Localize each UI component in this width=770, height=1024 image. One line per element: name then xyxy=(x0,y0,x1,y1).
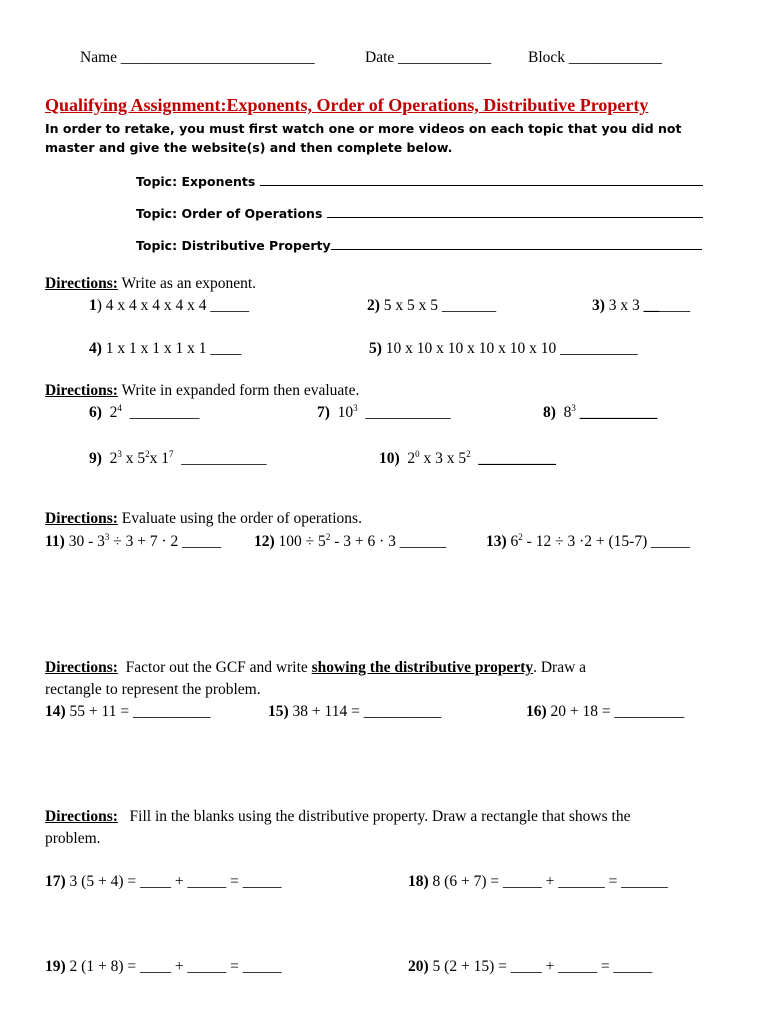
term: ÷ 3 + 7 · 2 _____ xyxy=(109,533,221,550)
title-prefix: Qualifying Assignment: xyxy=(45,95,227,115)
problem-text: 3 x 3 xyxy=(604,297,644,314)
problem-5[interactable] xyxy=(369,340,638,358)
problem-blank: __________ xyxy=(478,450,556,467)
exponent: 4 xyxy=(117,403,122,413)
problem-number: 10) xyxy=(379,450,400,467)
exponent: 0 xyxy=(415,449,420,459)
problem-text: 1 x 1 x 1 x 1 x 1 ____ xyxy=(101,340,242,357)
problem-number: 11) xyxy=(45,533,65,550)
term: x 1 xyxy=(149,450,170,467)
directions-text: Evaluate using the order of operations. xyxy=(121,510,362,527)
term: - 12 ÷ 3 ·2 + (15-7) _____ xyxy=(522,533,690,550)
problem-19[interactable] xyxy=(45,958,281,976)
topic-exponents xyxy=(136,171,703,189)
base: 10 xyxy=(337,404,354,421)
problem-text: 5 (2 + 15) = ____ + _____ = _____ xyxy=(428,958,653,975)
problem-11[interactable] xyxy=(45,533,221,551)
problem-7[interactable] xyxy=(317,404,451,422)
page-title xyxy=(45,95,648,116)
problem-3[interactable] xyxy=(592,297,690,315)
problem-9[interactable] xyxy=(89,450,267,468)
directions-label: Directions: xyxy=(45,275,118,292)
topic-exponents-blank[interactable] xyxy=(260,171,703,186)
topic-order-of-operations xyxy=(136,203,703,221)
term: x 5 xyxy=(121,450,146,467)
exponent: 7 xyxy=(169,449,174,459)
directions-gcf xyxy=(45,659,586,677)
directions-fill-blanks-line-2: problem. xyxy=(45,830,101,847)
problem-number: 5) xyxy=(369,340,382,357)
directions-emphasis: showing the distributive property xyxy=(311,659,534,676)
name-field[interactable]: Name _________________________ xyxy=(80,49,315,66)
problem-20[interactable] xyxy=(408,958,652,976)
directions-expanded xyxy=(45,382,359,400)
directions-gcf-line-2: rectangle to represent the problem. xyxy=(45,681,261,698)
base: 8 xyxy=(563,404,572,421)
problem-10[interactable] xyxy=(379,450,556,468)
problem-6[interactable] xyxy=(89,404,199,422)
term: 100 ÷ 5 xyxy=(274,533,326,550)
topic-order-blank[interactable] xyxy=(327,203,703,218)
directions-fill-blanks xyxy=(45,808,630,826)
problem-text: 55 + 11 = __________ xyxy=(65,703,211,720)
problem-text: 5 x 5 x 5 _______ xyxy=(379,297,497,314)
problem-blank: _________ xyxy=(129,404,200,421)
problem-15[interactable] xyxy=(268,703,441,721)
exponent: 3 xyxy=(353,403,358,413)
directions-text: Factor out the GCF and write xyxy=(125,659,312,676)
exponent: 3 xyxy=(117,449,122,459)
problem-4[interactable] xyxy=(89,340,241,358)
problem-text: 20 + 18 = _________ xyxy=(546,703,685,720)
directions-text: Fill in the blanks using the distributive property. Draw a rectangle that shows the xyxy=(129,808,631,825)
date-field[interactable]: Date ____________ xyxy=(365,49,492,66)
problem-number: 13) xyxy=(486,533,507,550)
problem-number: 17) xyxy=(45,873,66,890)
problem-number: 20) xyxy=(408,958,429,975)
exponent: 2 xyxy=(518,532,523,542)
exponent: 3 xyxy=(571,403,576,413)
problem-text: ) 4 x 4 x 4 x 4 x 4 _____ xyxy=(96,297,250,314)
term: 30 - 3 xyxy=(64,533,105,550)
intro-line-1: In order to retake, you must first watch one or more videos on each topic that you did not xyxy=(45,121,682,136)
problem-text: 2 (1 + 8) = ____ + _____ = _____ xyxy=(65,958,282,975)
problem-8[interactable] xyxy=(543,404,657,422)
problem-number: 12) xyxy=(254,533,275,550)
problem-number: 7) xyxy=(317,404,330,421)
problem-text: 3 (5 + 4) = ____ + _____ = _____ xyxy=(65,873,282,890)
intro-line-2: master and give the website(s) and then complete below. xyxy=(45,140,453,155)
problem-number: 14) xyxy=(45,703,66,720)
problem-number: 19) xyxy=(45,958,66,975)
problem-number: 8) xyxy=(543,404,556,421)
directions-label: Directions: xyxy=(45,510,118,527)
directions-text-end: . Draw a xyxy=(533,659,587,676)
base: 2 xyxy=(407,450,416,467)
problem-number: 1 xyxy=(89,297,97,314)
problem-blank: ___________ xyxy=(365,404,451,421)
topic-exponents-label: Topic: Exponents xyxy=(136,174,256,189)
problem-blank-rest: ____ xyxy=(659,297,691,314)
exponent: 2 xyxy=(466,449,471,459)
topic-distributive-label: Topic: Distributive Property xyxy=(136,238,331,253)
exponent: 2 xyxy=(145,449,150,459)
problem-17[interactable] xyxy=(45,873,281,891)
problem-14[interactable] xyxy=(45,703,210,721)
term: x 3 x 5 xyxy=(419,450,467,467)
problem-number: 4) xyxy=(89,340,102,357)
problem-number: 9) xyxy=(89,450,102,467)
exponent: 2 xyxy=(325,532,331,542)
problem-blank: ___________ xyxy=(181,450,267,467)
topic-order-label: Topic: Order of Operations xyxy=(136,206,323,221)
problem-12[interactable] xyxy=(254,533,446,551)
problem-number: 18) xyxy=(408,873,429,890)
problem-text: 38 + 114 = __________ xyxy=(288,703,442,720)
term: - 3 + 6 · 3 ______ xyxy=(330,533,447,550)
directions-text: Write in expanded form then evaluate. xyxy=(121,382,360,399)
base: 2 xyxy=(109,450,118,467)
problem-number: 16) xyxy=(526,703,547,720)
directions-label: Directions: xyxy=(45,808,118,825)
topic-distributive-blank[interactable] xyxy=(331,235,702,250)
directions-exponent xyxy=(45,275,256,293)
block-field[interactable]: Block ____________ xyxy=(528,49,662,66)
problem-13[interactable] xyxy=(486,533,690,551)
title-rest: Exponents, Order of Operations, Distributive Property xyxy=(226,95,649,115)
problem-number: 6) xyxy=(89,404,102,421)
directions-label: Directions: xyxy=(45,382,118,399)
problem-blank: __ xyxy=(643,297,660,314)
problem-1[interactable] xyxy=(89,297,249,315)
problem-blank: __________ xyxy=(579,404,658,421)
problem-number: 15) xyxy=(268,703,289,720)
directions-label: Directions: xyxy=(45,659,118,676)
problem-2[interactable] xyxy=(367,297,496,315)
problem-text: 10 x 10 x 10 x 10 x 10 x 10 __________ xyxy=(381,340,638,357)
problem-number: 2) xyxy=(367,297,380,314)
directions-text: Write as an exponent. xyxy=(121,275,257,292)
problem-number: 3) xyxy=(592,297,605,314)
directions-order-of-operations xyxy=(45,510,362,528)
problem-16[interactable] xyxy=(526,703,684,721)
problem-text: 8 (6 + 7) = _____ + ______ = ______ xyxy=(428,873,668,890)
problem-18[interactable] xyxy=(408,873,668,891)
exponent: 3 xyxy=(104,532,110,542)
term: 6 xyxy=(506,533,519,550)
base: 2 xyxy=(109,404,118,421)
topic-distributive-property xyxy=(136,235,702,253)
